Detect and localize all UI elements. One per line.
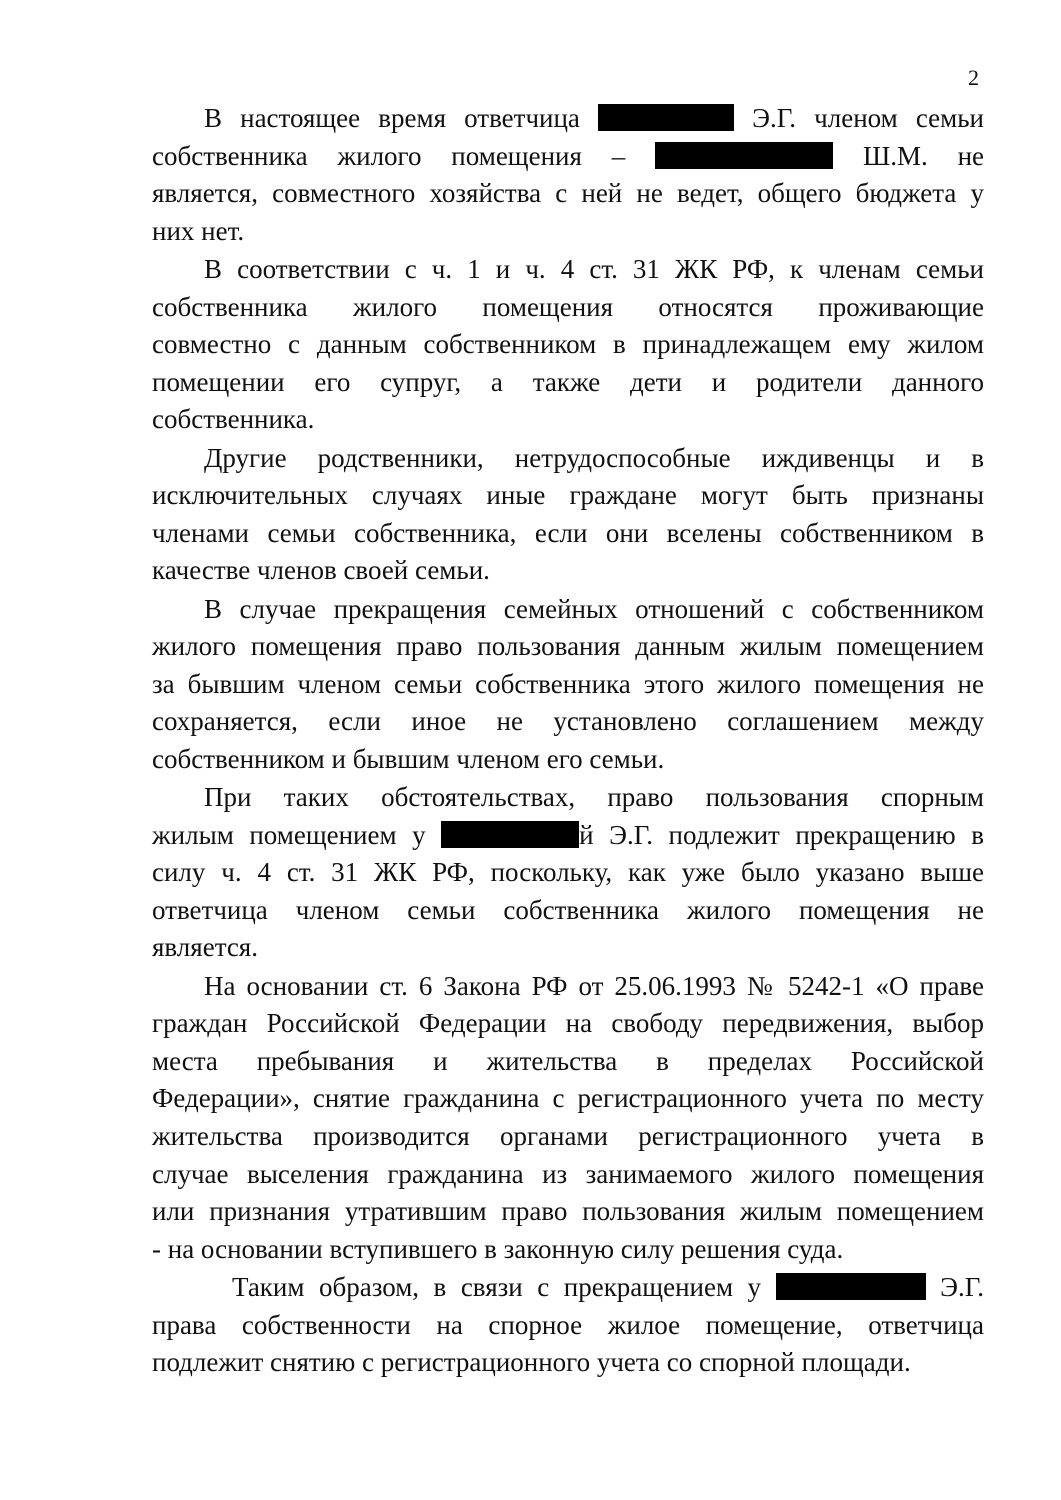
text-line: При таких обстоятельствах, право пользования спорным <box>204 782 984 813</box>
paragraph-7 <box>152 1269 984 1382</box>
text-line: них нет. <box>152 215 245 246</box>
text-line: В настоящее время ответчица Э.Г. членом семьи <box>204 103 985 133</box>
text-line: собственника жилого помещения относятся проживающие <box>152 291 984 322</box>
text-line: жилого помещения право пользования данным жилым помещением <box>152 631 984 662</box>
text-line: является, совместного хозяйства с ней не ведет, общего бюджета у <box>152 178 984 209</box>
text-line: ответчица членом семьи собственника жилого помещения не <box>152 894 984 925</box>
paragraph-3 <box>152 440 984 590</box>
text-line: подлежит снятию с регистрационного учета со спорной площади. <box>152 1347 911 1378</box>
text-line: является. <box>152 932 258 963</box>
paragraph-5 <box>152 779 984 967</box>
text-line: В соответствии с ч. 1 и ч. 4 ст. 31 ЖК РФ, к членам семьи <box>204 253 984 284</box>
text-line: сохраняется, если иное не установлено соглашением между <box>152 706 984 737</box>
text-line: совместно с данным собственником в принадлежащем ему жилом <box>152 329 984 360</box>
text-line: Другие родственники, нетрудоспособные иждивенцы и в <box>204 442 984 473</box>
text-line: жилым помещением у й Э.Г. подлежит прекращению в <box>152 819 985 850</box>
body-text <box>152 100 984 1382</box>
paragraph-6 <box>152 968 984 1269</box>
page-number: 2 <box>968 65 979 90</box>
text-line: Федерации», снятие гражданина с регистрационного учета по месту <box>152 1083 984 1114</box>
redaction-box <box>598 104 734 131</box>
text-line: силу ч. 4 ст. 31 ЖК РФ, поскольку, как уже было указано выше <box>152 857 984 888</box>
redaction-box <box>655 142 833 169</box>
text-line: собственника жилого помещения – Ш.М. не <box>152 140 984 171</box>
text-line: жительства производится органами регистрационного учета в <box>152 1121 984 1151</box>
text-line: права собственности на спорное жилое помещение, ответчица <box>152 1309 984 1340</box>
text-line: - на основании вступившего в законную силу решения суда. <box>152 1233 844 1264</box>
text-line: исключительных случаях иные граждане могут быть признаны <box>152 480 984 511</box>
text-line: случае выселения гражданина из занимаемого жилого помещения <box>152 1158 984 1189</box>
text-line: помещении его супруг, а также дети и родители данного <box>152 366 984 397</box>
text-line: На основании ст. 6 Закона РФ от 25.06.1993 № 5242-1 «О праве <box>204 970 984 1001</box>
text-line: членами семьи собственника, если они вселены собственником в <box>152 517 984 548</box>
text-line: собственником и бывшим членом его семьи. <box>152 743 665 774</box>
text-line: В случае прекращения семейных отношений с собственником <box>204 593 984 624</box>
text-line: места пребывания и жительства в пределах Российской <box>152 1045 984 1076</box>
paragraph-4 <box>152 591 984 779</box>
text-line: граждан Российской Федерации на свободу передвижения, выбор <box>152 1008 984 1039</box>
text-line: Таким образом, в связи с прекращением у Э.Г. <box>232 1271 985 1302</box>
redaction-box <box>441 821 579 848</box>
text-line: качестве членов своей семьи. <box>152 555 490 586</box>
text-line: собственника. <box>152 404 315 435</box>
text-line: или признания утратившим право пользования жилым помещением <box>152 1196 984 1227</box>
paragraph-1 <box>152 100 984 250</box>
text-line: за бывшим членом семьи собственника этого жилого помещения не <box>152 668 984 699</box>
paragraph-2 <box>152 251 984 439</box>
redaction-box <box>776 1273 926 1300</box>
